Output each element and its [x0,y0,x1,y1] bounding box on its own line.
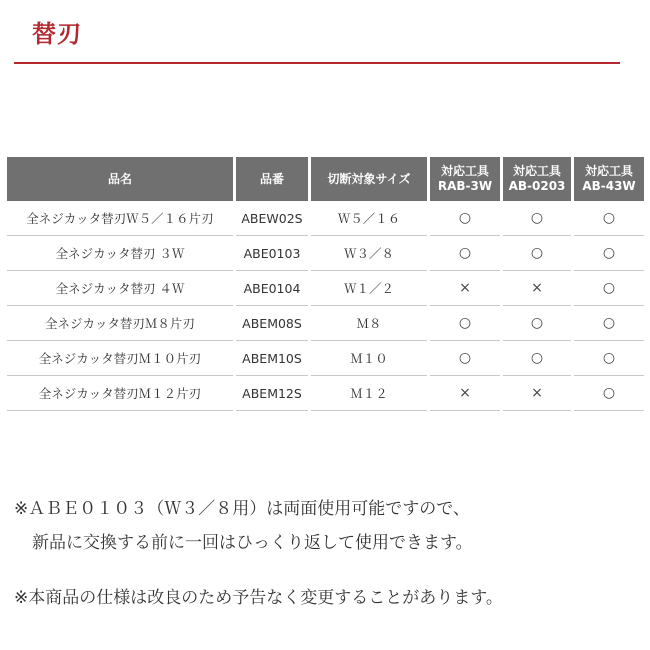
cell-product-name: 全ネジカッタ替刃Ｗ５／１６片刃 [7,201,233,236]
cell-compat-rab-3w: ○ [430,306,500,341]
cell-product-name: 全ネジカッタ替刃 ４Ｗ [7,271,233,306]
header-tool-ab-0203: 対応工具 AB-0203 [503,157,571,201]
header-part-number: 品番 [236,157,308,201]
header-cutting-size: 切断対象サイズ [311,157,427,201]
cell-part-number: ABEM10S [236,341,308,376]
header-product-name: 品名 [7,157,233,201]
cell-product-name: 全ネジカッタ替刃Ｍ８片刃 [7,306,233,341]
note-reversible-blade: ※ＡＢＥ０１０３（Ｗ３／８用）は両面使用可能ですので、 [14,499,470,519]
cell-cutting-size: Ｍ１２ [311,376,427,411]
cell-compat-ab-0203: ○ [503,236,571,271]
table-row [7,306,644,341]
cell-compat-ab-0203: × [503,271,571,306]
cell-product-name: 全ネジカッタ替刃 ３Ｗ [7,236,233,271]
cell-compat-ab-0203: ○ [503,306,571,341]
table-row [7,341,644,376]
note-spec-change: ※本商品の仕様は改良のため予告なく変更することがあります。 [14,588,503,608]
table-row [7,271,644,306]
cell-compat-ab-0203: × [503,376,571,411]
cell-compat-ab-0203: ○ [503,201,571,236]
cell-cutting-size: Ｗ５／１６ [311,201,427,236]
cell-part-number: ABEM08S [236,306,308,341]
cell-part-number: ABE0104 [236,271,308,306]
cell-cutting-size: Ｍ８ [311,306,427,341]
cell-compat-ab-43w: ○ [574,201,644,236]
cell-compat-rab-3w: × [430,376,500,411]
cell-product-name: 全ネジカッタ替刃Ｍ１２片刃 [7,376,233,411]
cell-cutting-size: Ｗ３／８ [311,236,427,271]
cell-compat-ab-43w: ○ [574,376,644,411]
cell-compat-ab-43w: ○ [574,306,644,341]
cell-compat-rab-3w: ○ [430,341,500,376]
cell-part-number: ABEW02S [236,201,308,236]
table-header-row [7,157,644,201]
cell-cutting-size: Ｍ１０ [311,341,427,376]
cell-product-name: 全ネジカッタ替刃Ｍ１０片刃 [7,341,233,376]
title-divider [14,62,620,64]
cell-compat-rab-3w: ○ [430,201,500,236]
cell-cutting-size: Ｗ１／２ [311,271,427,306]
cell-compat-ab-43w: ○ [574,341,644,376]
replacement-blade-table [4,157,647,411]
page-title: 替刃 [32,20,82,48]
header-tool-ab-43w: 対応工具 AB-43W [574,157,644,201]
cell-part-number: ABE0103 [236,236,308,271]
cell-compat-ab-0203: ○ [503,341,571,376]
cell-compat-ab-43w: ○ [574,236,644,271]
table-row [7,376,644,411]
cell-part-number: ABEM12S [236,376,308,411]
cell-compat-rab-3w: × [430,271,500,306]
header-tool-rab-3w: 対応工具 RAB-3W [430,157,500,201]
cell-compat-ab-43w: ○ [574,271,644,306]
note-reversible-blade-continued: 新品に交換する前に一回はひっくり返して使用できます。 [32,533,473,553]
table-row [7,236,644,271]
table-row [7,201,644,236]
cell-compat-rab-3w: ○ [430,236,500,271]
